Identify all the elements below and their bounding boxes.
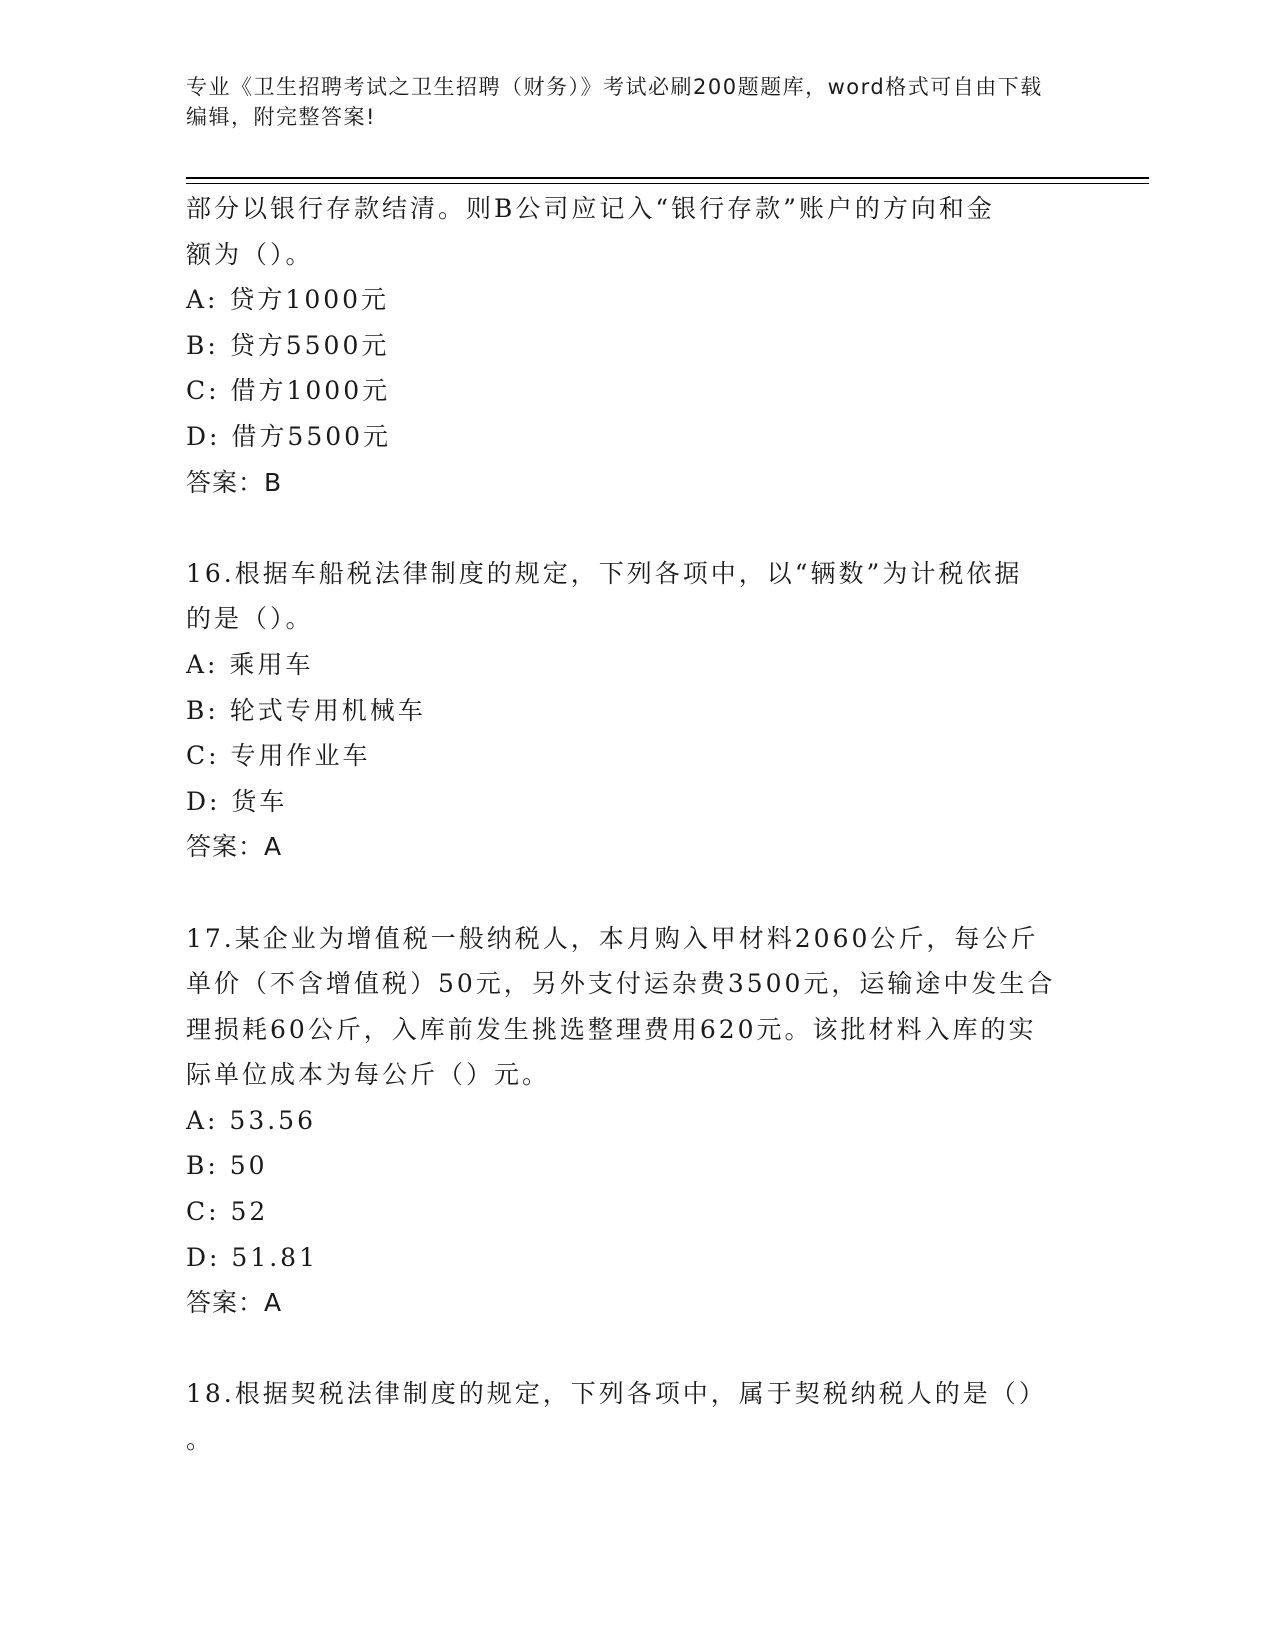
header-divider-thin bbox=[186, 183, 1149, 184]
question-stem-line: 部分以银行存款结清。则B公司应记入“银行存款”账户的方向和金 bbox=[186, 194, 995, 223]
question-block bbox=[186, 186, 1086, 505]
question-list bbox=[186, 186, 1086, 1463]
question-stem-line: 17.某企业为增值税一般纳税人，本月购入甲材料2060公斤，每公斤 bbox=[186, 923, 1039, 953]
option-a: A: 53.56 bbox=[186, 1105, 316, 1135]
question-stem-line: 理损耗60公斤，入库前发生挑选整理费用620元。该批材料入库的实 bbox=[186, 1014, 1037, 1044]
option-d: D: 51.81 bbox=[186, 1242, 318, 1272]
question-stem-line: 16.根据车船税法律制度的规定，下列各项中，以“辆数”为计税依据 bbox=[186, 558, 1023, 588]
page-header bbox=[186, 72, 1056, 132]
spacer bbox=[186, 870, 1086, 916]
option-d: D: 借方5500元 bbox=[186, 421, 392, 451]
question-stem-line: 。 bbox=[186, 1425, 215, 1455]
answer-line: 答案：A bbox=[186, 832, 283, 862]
answer-line: 答案：A bbox=[186, 1288, 283, 1318]
header-divider-thick bbox=[186, 177, 1149, 179]
spacer bbox=[186, 505, 1086, 551]
question-stem-line: 单价（不含增值税）50元，另外支付运杂费3500元，运输途中发生合 bbox=[186, 969, 1056, 999]
spacer bbox=[186, 1326, 1086, 1372]
option-b: B: 50 bbox=[186, 1151, 268, 1181]
question-block bbox=[186, 551, 1086, 870]
option-a: A: 乘用车 bbox=[186, 649, 314, 679]
option-a: A: 贷方1000元 bbox=[186, 285, 390, 315]
question-stem-line: 额为（）。 bbox=[186, 239, 314, 269]
option-c: C: 借方1000元 bbox=[186, 376, 391, 406]
question-stem-line: 际单位成本为每公斤（）元。 bbox=[186, 1060, 551, 1090]
option-b: B: 贷方5500元 bbox=[186, 330, 390, 360]
question-block bbox=[186, 916, 1086, 1326]
option-c: C: 52 bbox=[186, 1197, 269, 1227]
answer-line: 答案：B bbox=[186, 467, 283, 497]
option-b: B: 轮式专用机械车 bbox=[186, 695, 426, 725]
option-d: D: 货车 bbox=[186, 786, 288, 816]
option-c: C: 专用作业车 bbox=[186, 741, 371, 771]
question-stem-line: 的是（）。 bbox=[186, 604, 314, 634]
question-block bbox=[186, 1371, 1086, 1462]
question-stem-line: 18.根据契税法律制度的规定，下列各项中，属于契税纳税人的是（） bbox=[186, 1379, 1047, 1409]
header-title: 专业《卫生招聘考试之卫生招聘（财务）》考试必刷200题题库，word格式可自由下载编辑，附完整答案! bbox=[186, 75, 1043, 129]
